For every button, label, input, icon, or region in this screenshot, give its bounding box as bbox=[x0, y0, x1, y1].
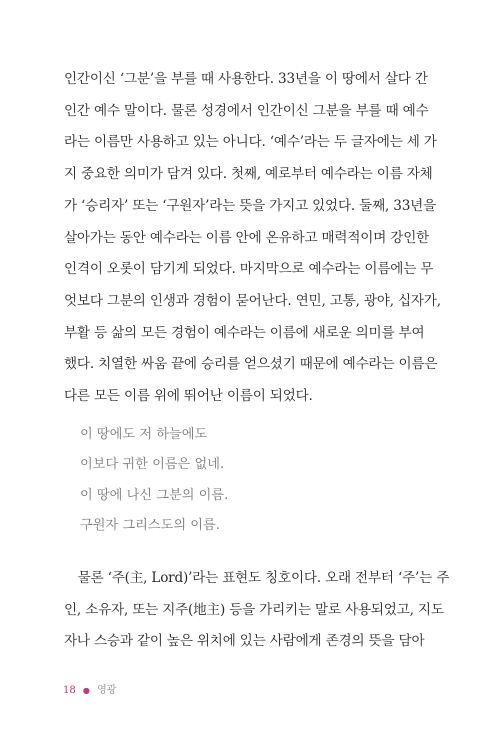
text-line: 다른 모든 이름 위에 뛰어난 이름이 되었다. bbox=[64, 388, 313, 405]
poem-line: 구원자 그리스도의 이름. bbox=[80, 517, 220, 533]
page-number: 18 bbox=[63, 685, 76, 696]
text-line: 인격이 오롯이 담기게 되었다. 마지막으로 예수라는 이름에는 무 bbox=[64, 261, 434, 278]
page-footer bbox=[63, 681, 116, 696]
poem-line: 이 땅에도 저 하늘에도 bbox=[80, 427, 208, 442]
text-line: 물론 ‘주(主, Lord)’라는 표현도 칭호이다. 오래 전부터 ‘주’는 주 bbox=[77, 570, 450, 586]
running-title: 영광 bbox=[97, 685, 117, 696]
text-line: 인, 소유자, 또는 지주(地主) 등을 가리키는 말로 사용되었고, 지도 bbox=[64, 601, 444, 618]
text-line: 인간이신 ‘그분’을 부를 때 사용한다. 33년을 이 땅에서 살다 간 bbox=[64, 71, 428, 87]
text-line: 부활 등 삶의 모든 경험이 예수라는 이름에 새로운 의미를 부여 bbox=[64, 324, 425, 341]
bullet-separator-icon: ● bbox=[82, 686, 90, 695]
poem-quote bbox=[80, 420, 420, 541]
poem-line: 이보다 귀한 이름은 없네. bbox=[80, 457, 225, 473]
text-line: 엇보다 그분의 인생과 경험이 묻어난다. 연민, 고통, 광야, 십자가, bbox=[64, 292, 441, 309]
body-paragraph-1 bbox=[64, 64, 441, 413]
text-line: 라는 이름만 사용하고 있는 아니다. ‘예수’라는 두 글자에는 세 가 bbox=[64, 134, 437, 151]
body-paragraph-2 bbox=[64, 563, 450, 658]
text-line: 했다. 치열한 싸움 끝에 승리를 얻으셨기 때문에 예수라는 이름은 bbox=[64, 356, 438, 373]
text-line: 가 ‘승리자’ 또는 ‘구원자’라는 뜻을 가지고 있었다. 둘째, 33년을 bbox=[64, 197, 437, 214]
text-line: 살아가는 동안 예수라는 이름 안에 온유하고 매력적이며 강인한 bbox=[64, 229, 430, 246]
poem-line: 이 땅에 나신 그분의 이름. bbox=[80, 487, 229, 503]
text-line: 인간 예수 말이다. 물론 성경에서 인간이신 그분을 부를 때 예수 bbox=[64, 102, 429, 119]
text-line: 자나 스승과 같이 높은 위치에 있는 사람에게 존경의 뜻을 담아 bbox=[64, 633, 425, 650]
text-line: 지 중요한 의미가 담겨 있다. 첫째, 예로부터 예수라는 이름 자체 bbox=[64, 166, 433, 183]
